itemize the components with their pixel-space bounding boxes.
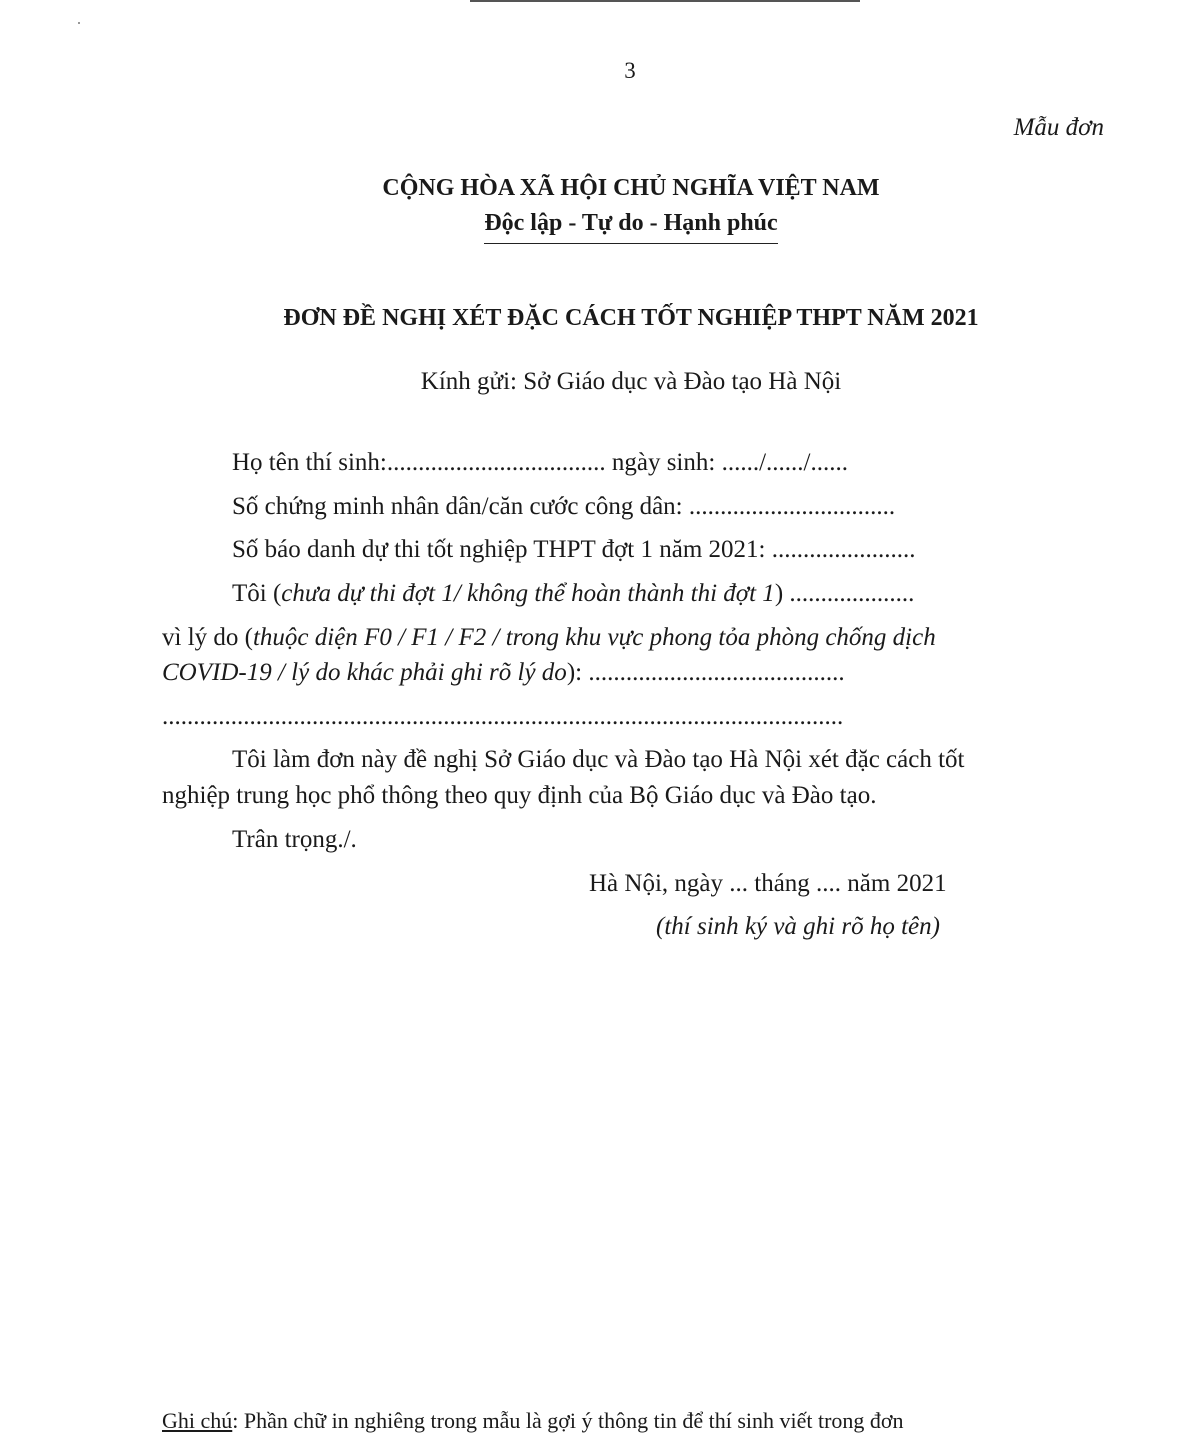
status-suffix: ) .................... xyxy=(774,580,915,607)
footnote-label: Ghi chú xyxy=(162,1408,233,1433)
status-hint: chưa dự thi đợt 1/ không thể hoàn thành thi đợt 1 xyxy=(281,580,775,607)
motto: Độc lập - Tự do - Hạnh phúc xyxy=(484,210,777,244)
reason-suffix: ): ......................................... xyxy=(566,659,845,686)
request-line-1: Tôi làm đơn này đề nghị Sở Giáo dục và Đào tạo Hà Nội xét đặc cách tốt xyxy=(232,746,965,773)
signature-date: Hà Nội, ngày ... tháng .... năm 2021 xyxy=(589,870,947,897)
page-number: 3 xyxy=(624,58,636,83)
nation-header: CỘNG HÒA XÃ HỘI CHỦ NGHĨA VIỆT NAM xyxy=(382,175,880,201)
motto-wrapper xyxy=(0,210,1200,244)
field-id-number: Số chứng minh nhân dân/căn cước công dân: ................................. xyxy=(232,493,896,520)
footnote xyxy=(162,1408,904,1434)
field-status xyxy=(232,580,914,608)
field-name-dob: Họ tên thí sinh:................................... ngày sinh: ....../....../...... xyxy=(232,449,848,476)
field-reason-line-1 xyxy=(162,624,936,652)
closing: Trân trọng./. xyxy=(232,826,357,853)
scan-speck xyxy=(78,22,80,24)
reason-hint-1: thuộc diện F0 / F1 / F2 / trong khu vực phong tỏa phòng chống dịch xyxy=(252,624,936,651)
request-line-2: nghiệp trung học phổ thông theo quy định của Bộ Giáo dục và Đào tạo. xyxy=(162,782,877,809)
reason-hint-2: COVID-19 / lý do khác phải ghi rõ lý do xyxy=(162,659,567,686)
footnote-text: : Phần chữ in nghiêng trong mẫu là gợi ý thông tin để thí sinh viết trong đơn xyxy=(232,1408,904,1433)
reason-prefix: vì lý do ( xyxy=(162,624,253,651)
field-exam-number: Số báo danh dự thi tốt nghiệp THPT đợt 1 năm 2021: ....................... xyxy=(232,536,916,563)
form-label: Mẫu đơn xyxy=(1013,114,1104,141)
status-prefix: Tôi ( xyxy=(232,580,282,607)
top-scan-line xyxy=(470,0,860,2)
field-reason-blank: ............................................................................................................. xyxy=(162,703,844,730)
field-reason-line-2 xyxy=(162,659,845,687)
recipient-line: Kính gửi: Sở Giáo dục và Đào tạo Hà Nội xyxy=(420,368,842,395)
document-title: ĐƠN ĐỀ NGHỊ XÉT ĐẶC CÁCH TỐT NGHIỆP THPT NĂM 2021 xyxy=(283,305,979,331)
signature-instruction: (thí sinh ký và ghi rõ họ tên) xyxy=(656,913,940,940)
